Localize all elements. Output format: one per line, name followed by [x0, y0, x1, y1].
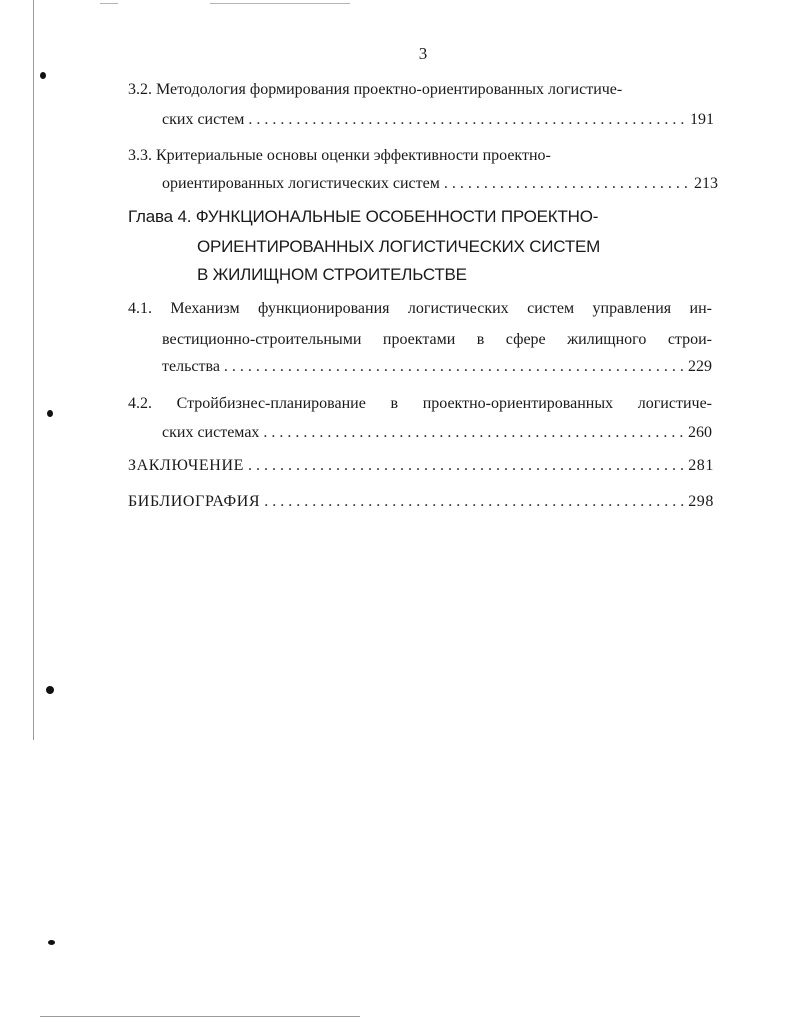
- toc-entry-3-2: [162, 110, 714, 130]
- dot-leader: [248, 456, 684, 476]
- chapter-4-heading-line-2: ОРИЕНТИРОВАННЫХ ЛОГИСТИЧЕСКИХ СИСТЕМ: [197, 237, 601, 256]
- toc-entry-title-continued: ских систем: [162, 111, 245, 128]
- chapter-4-heading-line-3: В ЖИЛИЩНОМ СТРОИТЕЛЬСТВЕ: [197, 265, 467, 284]
- toc-page-number: 281: [688, 457, 714, 474]
- toc-entry-4-2-title: 4.2. Стройбизнес-планирование в проектно-ориентированных логистиче-: [128, 395, 712, 412]
- scan-bottom-line: [40, 1016, 360, 1017]
- toc-entry-4-1: [162, 357, 712, 377]
- toc-entry-3-3: [162, 174, 718, 194]
- toc-entry-title-continued: тельства: [162, 358, 220, 375]
- toc-page-number: 213: [694, 175, 718, 192]
- dot-leader: [248, 110, 686, 130]
- toc-entry-4-2: [162, 423, 712, 443]
- toc-entry-title: ЗАКЛЮЧЕНИЕ: [128, 457, 244, 474]
- toc-entry-3-3-title: 3.3. Критериальные основы оценки эффективности проектно-: [128, 147, 551, 164]
- chapter-4-heading: Глава 4. ФУНКЦИОНАЛЬНЫЕ ОСОБЕННОСТИ ПРОЕКТНО-: [128, 207, 599, 226]
- scan-top-mark: [100, 3, 118, 4]
- dot-leader: [444, 174, 690, 194]
- toc-page-number: 260: [688, 424, 712, 441]
- toc-entry-title-continued: ских системах: [162, 424, 260, 441]
- toc-page-number: 298: [688, 493, 714, 510]
- page-number: 3: [418, 44, 428, 63]
- toc-page-number: 229: [688, 358, 712, 375]
- binder-hole-mark: [47, 410, 53, 417]
- toc-entry-title: БИБЛИОГРАФИЯ: [128, 493, 261, 510]
- toc-entry-conclusion: [128, 456, 714, 476]
- binder-hole-mark: [48, 940, 55, 945]
- scan-margin-line: [33, 0, 34, 740]
- toc-entry-4-1-title: 4.1. Механизм функционирования логистических систем управления ин-: [128, 300, 712, 317]
- toc-entry-title-continued: ориентированных логистических систем: [162, 175, 440, 192]
- dot-leader: [263, 423, 684, 443]
- toc-entry-bibliography: [128, 492, 714, 512]
- toc-page-number: 191: [690, 111, 714, 128]
- binder-hole-mark: [40, 72, 46, 79]
- dot-leader: [264, 492, 684, 512]
- binder-hole-mark: [46, 686, 54, 694]
- toc-entry-3-2-title: 3.2. Методология формирования проектно-ориентированных логистиче-: [128, 81, 623, 98]
- toc-entry-4-1-title-line-2: вестиционно-строительными проектами в сфере жилищного строи-: [162, 331, 712, 348]
- dot-leader: [224, 357, 684, 377]
- scan-top-mark: [210, 3, 350, 4]
